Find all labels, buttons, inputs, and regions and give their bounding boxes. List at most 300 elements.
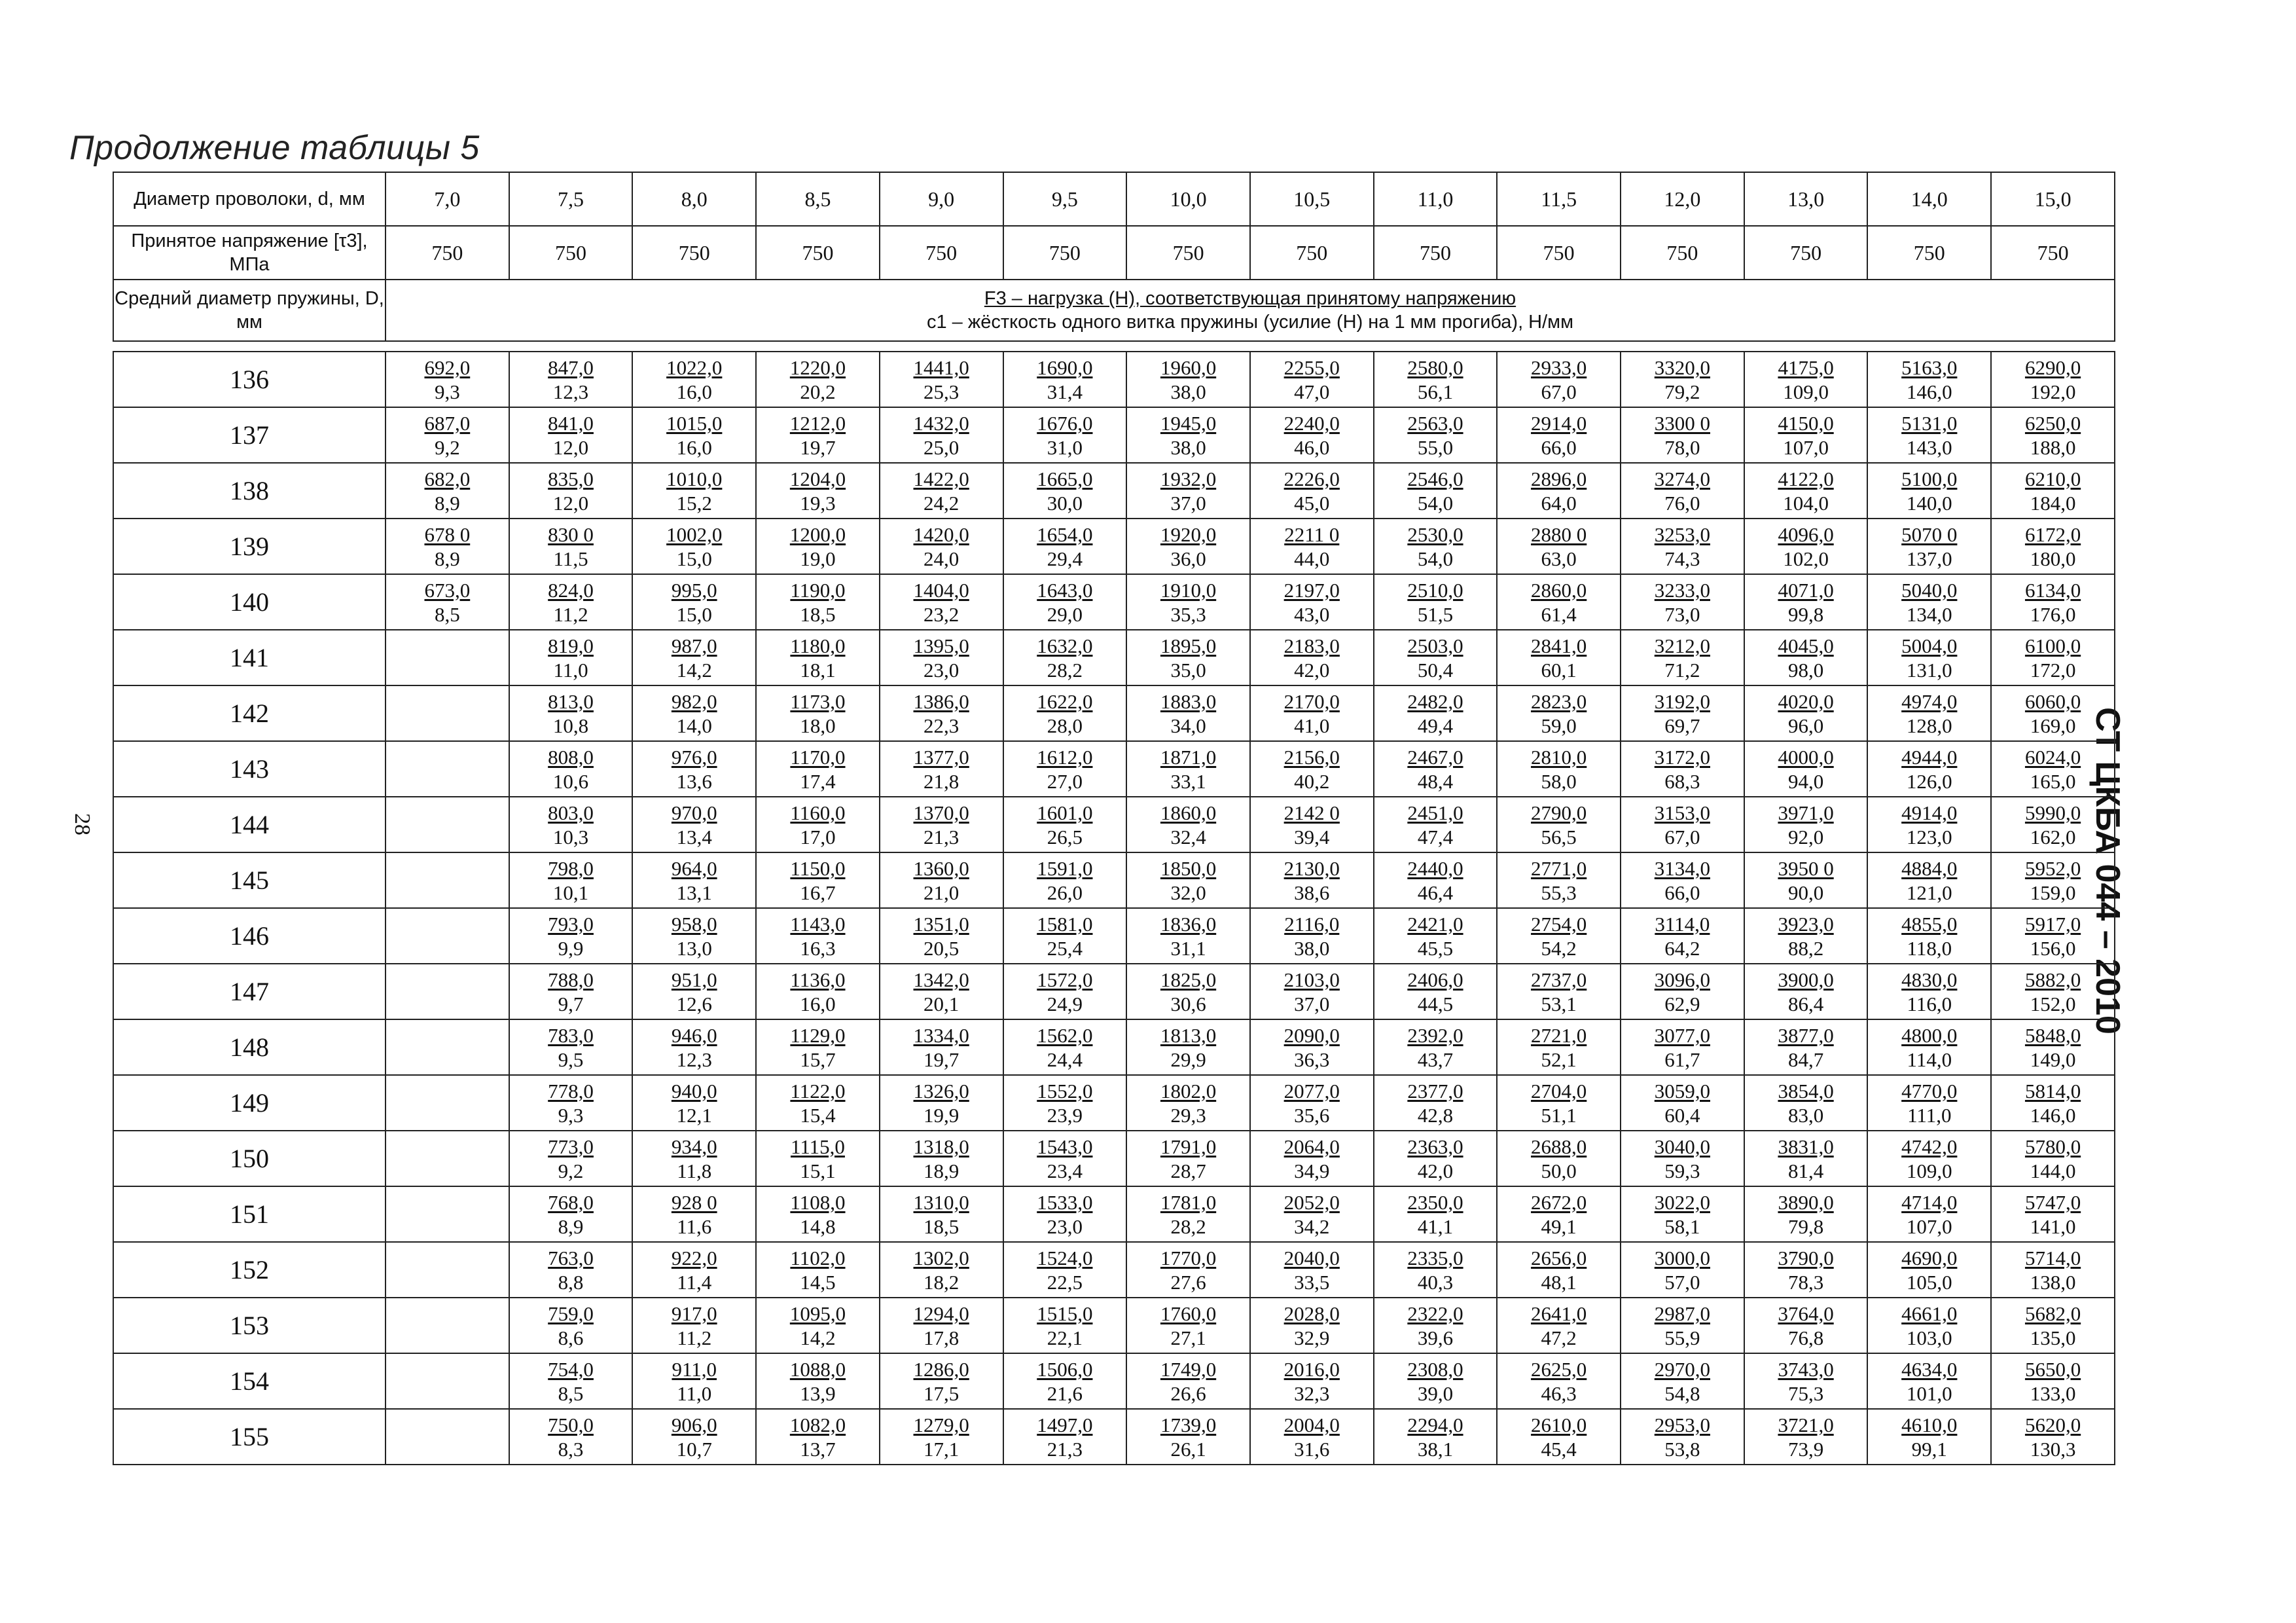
value-cell [1744, 964, 1868, 1019]
stiffness-value: 83,0 [1787, 1103, 1824, 1127]
stiffness-value: 35,0 [1170, 658, 1206, 682]
load-value: 1088,0 [789, 1357, 846, 1381]
value-cell [1003, 1409, 1127, 1465]
stiffness-value: 55,0 [1417, 435, 1454, 459]
load-value: 1591,0 [1037, 856, 1093, 880]
value-cell [1867, 1131, 1991, 1186]
value-cell [756, 574, 880, 630]
load-value: 1422,0 [913, 467, 969, 490]
value-cell [1250, 685, 1374, 741]
load-value: 2197,0 [1283, 578, 1340, 602]
value-cell [880, 908, 1003, 964]
stiffness-value: 49,4 [1417, 714, 1454, 737]
value-cell [1621, 1019, 1744, 1075]
wire-diameter-value: 10,0 [1126, 172, 1250, 226]
load-value: 2040,0 [1283, 1246, 1340, 1269]
stiffness-value: 12,3 [676, 1048, 712, 1071]
value-cell [1126, 352, 1250, 407]
load-value: 4045,0 [1778, 634, 1834, 657]
value-cell [1867, 1298, 1991, 1353]
stress-value: 750 [1003, 226, 1127, 280]
load-value: 964,0 [671, 856, 717, 880]
load-value: 2440,0 [1407, 856, 1463, 880]
value-cell [1497, 964, 1621, 1019]
stiffness-value: 19,0 [800, 547, 836, 570]
load-value: 1932,0 [1160, 467, 1217, 490]
value-cell [1374, 964, 1498, 1019]
load-value: 1749,0 [1160, 1357, 1217, 1381]
value-cell [1744, 1186, 1868, 1242]
value-cell [1621, 574, 1744, 630]
stiffness-value: 25,3 [924, 380, 960, 403]
spring-diameter-value: 140 [113, 574, 386, 630]
load-value: 2240,0 [1283, 411, 1340, 435]
load-value: 759,0 [548, 1302, 594, 1325]
stiffness-value: 9,2 [434, 435, 460, 459]
load-value: 1351,0 [913, 912, 969, 936]
header-gap [113, 341, 2115, 352]
value-cell [756, 1298, 880, 1353]
value-cell [1126, 685, 1250, 741]
value-cell [880, 1019, 1003, 1075]
table-row [113, 1242, 2115, 1298]
stiffness-value: 146,0 [1906, 380, 1952, 403]
load-value: 1334,0 [913, 1023, 969, 1047]
value-cell [1374, 463, 1498, 519]
stress-value: 750 [880, 226, 1003, 280]
value-cell [1621, 519, 1744, 574]
load-value: 1404,0 [913, 578, 969, 602]
load-value: 6100,0 [2024, 634, 2081, 657]
load-value: 2896,0 [1531, 467, 1587, 490]
stiffness-value: 86,4 [1787, 992, 1824, 1015]
load-value: 1441,0 [913, 356, 969, 379]
value-cell [386, 630, 509, 685]
stiffness-value: 9,2 [558, 1159, 584, 1182]
value-cell [1497, 908, 1621, 964]
stiffness-value: 33,1 [1170, 769, 1206, 793]
load-value: 3233,0 [1654, 578, 1710, 602]
stiffness-value: 12,3 [552, 380, 589, 403]
stiffness-value: 133,0 [2030, 1381, 2076, 1405]
spring-diameter-value: 141 [113, 630, 386, 685]
stiffness-value: 40,3 [1417, 1270, 1454, 1294]
stress-value: 750 [1621, 226, 1744, 280]
stiffness-value: 11,2 [677, 1326, 712, 1349]
load-value: 2103,0 [1283, 968, 1340, 991]
load-value: 4770,0 [1901, 1079, 1958, 1103]
spring-diameter-label: Средний диаметр пружины, D, мм [113, 280, 386, 341]
value-cell [756, 964, 880, 1019]
value-cell [880, 797, 1003, 852]
load-value: 5620,0 [2024, 1413, 2081, 1436]
load-value: 5814,0 [2024, 1079, 2081, 1103]
load-value: 3790,0 [1778, 1246, 1834, 1269]
value-cell [1744, 574, 1868, 630]
stiffness-value: 31,6 [1294, 1437, 1330, 1461]
value-cell [1126, 1242, 1250, 1298]
load-value: 1015,0 [666, 411, 723, 435]
value-cell [1991, 352, 2115, 407]
load-value: 3153,0 [1654, 801, 1710, 824]
load-value: 1173,0 [790, 689, 846, 713]
load-value: 2350,0 [1407, 1190, 1463, 1214]
load-value: 3831,0 [1778, 1135, 1834, 1158]
stiffness-value: 48,4 [1417, 769, 1454, 793]
value-cell [1991, 1409, 2115, 1465]
load-value: 841,0 [548, 411, 594, 435]
value-cell [1621, 1131, 1744, 1186]
value-cell [509, 797, 633, 852]
stiffness-value: 22,1 [1047, 1326, 1083, 1349]
value-cell [386, 463, 509, 519]
stiffness-value: 104,0 [1783, 491, 1829, 515]
stiffness-value: 107,0 [1906, 1214, 1952, 1238]
load-value: 5650,0 [2024, 1357, 2081, 1381]
stiffness-value: 29,3 [1170, 1103, 1206, 1127]
load-value: 1002,0 [666, 522, 723, 546]
stress-value: 750 [1991, 226, 2115, 280]
load-value: 1360,0 [913, 856, 969, 880]
load-value: 803,0 [548, 801, 594, 824]
wire-diameter-value: 14,0 [1867, 172, 1991, 226]
value-cell [1126, 630, 1250, 685]
stiffness-value: 15,0 [676, 547, 712, 570]
stiffness-value: 14,2 [800, 1326, 836, 1349]
stiffness-value: 27,0 [1047, 769, 1083, 793]
value-cell [1003, 741, 1127, 797]
load-value: 768,0 [548, 1190, 594, 1214]
load-value: 1654,0 [1037, 522, 1093, 546]
value-cell [1497, 1019, 1621, 1075]
load-value: 1286,0 [913, 1357, 969, 1381]
value-cell [1126, 1186, 1250, 1242]
value-cell [1991, 1186, 2115, 1242]
load-value: 1622,0 [1037, 689, 1093, 713]
load-value: 5131,0 [1901, 411, 1958, 435]
load-value: 754,0 [548, 1357, 594, 1381]
stress-value: 750 [1497, 226, 1621, 280]
value-cell [632, 685, 756, 741]
stiffness-value: 56,1 [1417, 380, 1454, 403]
value-cell [756, 741, 880, 797]
value-cell [632, 463, 756, 519]
load-value: 2077,0 [1283, 1079, 1340, 1103]
stiffness-value: 109,0 [1906, 1159, 1952, 1182]
load-value: 2563,0 [1407, 411, 1463, 435]
load-value: 3890,0 [1778, 1190, 1834, 1214]
stiffness-value: 58,1 [1664, 1214, 1700, 1238]
value-cell [1374, 1075, 1498, 1131]
load-value: 5882,0 [2024, 968, 2081, 991]
value-cell [386, 1075, 509, 1131]
load-value: 1082,0 [789, 1413, 846, 1436]
load-value: 6210,0 [2024, 467, 2081, 490]
table-body [113, 172, 2115, 1465]
load-value: 5780,0 [2024, 1135, 2081, 1158]
value-cell [1003, 1186, 1127, 1242]
stiffness-value: 23,9 [1047, 1103, 1083, 1127]
table-row [113, 1353, 2115, 1409]
stiffness-value: 38,1 [1417, 1437, 1454, 1461]
value-cell [1250, 1075, 1374, 1131]
value-cell [1003, 1353, 1127, 1409]
stiffness-value: 44,0 [1294, 547, 1330, 570]
load-value: 1212,0 [789, 411, 846, 435]
stiffness-value: 46,0 [1294, 435, 1330, 459]
stiffness-value: 11,8 [677, 1159, 712, 1182]
load-value: 5714,0 [2024, 1246, 2081, 1269]
value-cell [1744, 1409, 1868, 1465]
value-cell [386, 741, 509, 797]
value-cell [756, 685, 880, 741]
stiffness-value: 141,0 [2030, 1214, 2076, 1238]
stiffness-value: 22,3 [924, 714, 960, 737]
load-value: 1524,0 [1037, 1246, 1093, 1269]
stiffness-value: 37,0 [1294, 992, 1330, 1015]
stiffness-value: 44,5 [1417, 992, 1454, 1015]
stiffness-value: 16,0 [800, 992, 836, 1015]
value-cell [1126, 797, 1250, 852]
stiffness-value: 13,0 [676, 936, 712, 960]
load-value: 2721,0 [1531, 1023, 1587, 1047]
load-value: 2130,0 [1283, 856, 1340, 880]
stiffness-value: 29,0 [1047, 602, 1083, 626]
value-cell [1126, 519, 1250, 574]
stiffness-value: 102,0 [1783, 547, 1829, 570]
value-cell [632, 519, 756, 574]
value-cell [1126, 1019, 1250, 1075]
spring-diameter-value: 150 [113, 1131, 386, 1186]
value-cell [632, 1019, 756, 1075]
value-cell [756, 1409, 880, 1465]
value-cell [509, 1019, 633, 1075]
value-cell [1374, 1242, 1498, 1298]
value-cell [1374, 407, 1498, 463]
load-value: 2090,0 [1283, 1023, 1340, 1047]
stiffness-value: 17,5 [924, 1381, 960, 1405]
stiffness-value: 105,0 [1906, 1270, 1952, 1294]
value-cell [1374, 1186, 1498, 1242]
value-cell [1744, 1353, 1868, 1409]
wire-diameter-value: 8,5 [756, 172, 880, 226]
value-cell [1003, 463, 1127, 519]
stiffness-value: 45,4 [1541, 1437, 1577, 1461]
load-value: 2510,0 [1407, 578, 1463, 602]
value-cell [1621, 685, 1744, 741]
load-value: 1432,0 [913, 411, 969, 435]
load-value: 1095,0 [789, 1302, 846, 1325]
value-cell [1126, 463, 1250, 519]
stiffness-value: 34,9 [1294, 1159, 1330, 1182]
load-value: 687,0 [424, 411, 471, 435]
value-cell [1744, 407, 1868, 463]
value-cell [1621, 741, 1744, 797]
spring-diameter-value: 138 [113, 463, 386, 519]
value-cell [1250, 519, 1374, 574]
value-cell [1744, 685, 1868, 741]
spring-diameter-value: 155 [113, 1409, 386, 1465]
stiffness-value: 36,0 [1170, 547, 1206, 570]
stiffness-value: 99,1 [1911, 1437, 1947, 1461]
stiffness-value: 23,2 [924, 602, 960, 626]
stiffness-value: 79,2 [1664, 380, 1700, 403]
load-value: 1860,0 [1160, 801, 1217, 824]
stiffness-value: 128,0 [1906, 714, 1952, 737]
load-value: 835,0 [548, 467, 594, 490]
value-cell [1003, 908, 1127, 964]
load-value: 3172,0 [1654, 745, 1710, 769]
load-value: 2987,0 [1654, 1302, 1710, 1325]
stiffness-value: 42,8 [1417, 1103, 1454, 1127]
load-value: 5747,0 [2024, 1190, 2081, 1214]
spring-diameter-value: 152 [113, 1242, 386, 1298]
load-value: 1370,0 [913, 801, 969, 824]
value-cell [1250, 797, 1374, 852]
load-value: 2641,0 [1531, 1302, 1587, 1325]
value-cell [386, 519, 509, 574]
load-value: 3320,0 [1654, 356, 1710, 379]
value-cell [1867, 463, 1991, 519]
load-value: 1143,0 [790, 912, 846, 936]
value-cell [1126, 852, 1250, 908]
load-value: 1318,0 [913, 1135, 969, 1158]
value-cell [632, 908, 756, 964]
load-value: 1129,0 [790, 1023, 846, 1047]
value-cell [756, 352, 880, 407]
stiffness-value: 76,0 [1664, 491, 1700, 515]
stiffness-value: 18,2 [924, 1270, 960, 1294]
value-cell [1126, 574, 1250, 630]
stiffness-value: 172,0 [2030, 658, 2076, 682]
value-cell [1744, 1131, 1868, 1186]
value-cell [1867, 407, 1991, 463]
load-value: 773,0 [548, 1135, 594, 1158]
load-value: 813,0 [548, 689, 594, 713]
value-cell [756, 1242, 880, 1298]
stiffness-value: 66,0 [1664, 881, 1700, 904]
stiffness-value: 35,3 [1170, 602, 1206, 626]
load-value: 1572,0 [1037, 968, 1093, 991]
load-value: 2530,0 [1407, 522, 1463, 546]
value-cell [1867, 685, 1991, 741]
wire-diameter-value: 15,0 [1991, 172, 2115, 226]
stiffness-value: 20,2 [800, 380, 836, 403]
load-value: 1533,0 [1037, 1190, 1093, 1214]
stiffness-value: 51,1 [1541, 1103, 1577, 1127]
stiffness-value: 60,1 [1541, 658, 1577, 682]
stiffness-value: 55,3 [1541, 881, 1577, 904]
stiffness-value: 21,0 [924, 881, 960, 904]
value-cell [1991, 1353, 2115, 1409]
stiffness-value: 123,0 [1906, 825, 1952, 848]
stiffness-value: 149,0 [2030, 1048, 2076, 1071]
value-cell [1497, 1353, 1621, 1409]
stiffness-value: 111,0 [1907, 1103, 1952, 1127]
stiffness-value: 15,4 [800, 1103, 836, 1127]
value-cell [756, 630, 880, 685]
load-value: 2142 0 [1283, 801, 1340, 824]
stiffness-value: 159,0 [2030, 881, 2076, 904]
stiffness-value: 8,8 [558, 1270, 584, 1294]
load-value: 1601,0 [1037, 801, 1093, 824]
stiffness-value: 9,9 [558, 936, 584, 960]
load-value: 2610,0 [1531, 1413, 1587, 1436]
value-cell [1991, 519, 2115, 574]
value-cell [1374, 685, 1498, 741]
stiffness-value: 41,1 [1417, 1214, 1454, 1238]
load-value: 5100,0 [1901, 467, 1958, 490]
load-value: 824,0 [548, 578, 594, 602]
stiffness-value: 54,0 [1417, 491, 1454, 515]
table-row [113, 519, 2115, 574]
load-value: 4855,0 [1901, 912, 1958, 936]
load-value: 2052,0 [1283, 1190, 1340, 1214]
value-cell [1497, 630, 1621, 685]
wire-diameter-value: 12,0 [1621, 172, 1744, 226]
stiffness-value: 35,6 [1294, 1103, 1330, 1127]
stiffness-value: 69,7 [1664, 714, 1700, 737]
stiffness-value: 56,5 [1541, 825, 1577, 848]
value-cell [1250, 574, 1374, 630]
stiffness-value: 131,0 [1906, 658, 1952, 682]
value-cell [1867, 741, 1991, 797]
wire-diameter-value: 7,0 [386, 172, 509, 226]
spring-diameter-value: 146 [113, 908, 386, 964]
stiffness-value: 9,3 [558, 1103, 584, 1127]
value-cell [1497, 352, 1621, 407]
load-value: 4096,0 [1778, 522, 1834, 546]
stiffness-value: 169,0 [2030, 714, 2076, 737]
stiffness-value: 81,4 [1787, 1159, 1824, 1182]
value-cell [386, 1131, 509, 1186]
value-cell [756, 797, 880, 852]
value-cell [1497, 741, 1621, 797]
value-cell [1867, 1075, 1991, 1131]
stiffness-value: 165,0 [2030, 769, 2076, 793]
value-cell [509, 407, 633, 463]
load-value: 2860,0 [1531, 578, 1587, 602]
value-cell [509, 574, 633, 630]
table-row [113, 1298, 2115, 1353]
table-row [113, 463, 2115, 519]
stiffness-value: 116,0 [1907, 992, 1952, 1015]
value-cell [1003, 1242, 1127, 1298]
stiffness-value: 68,3 [1664, 769, 1700, 793]
value-cell [1126, 1409, 1250, 1465]
value-cell [1621, 797, 1744, 852]
stiffness-value: 31,0 [1047, 435, 1083, 459]
load-value: 1676,0 [1037, 411, 1093, 435]
value-cell [632, 797, 756, 852]
stiffness-value: 32,3 [1294, 1381, 1330, 1405]
table-row [113, 1186, 2115, 1242]
value-cell [386, 797, 509, 852]
spring-diameter-value: 153 [113, 1298, 386, 1353]
load-value: 3134,0 [1654, 856, 1710, 880]
stiffness-value: 8,5 [558, 1381, 584, 1405]
stiffness-value: 20,5 [924, 936, 960, 960]
load-value: 1960,0 [1160, 356, 1217, 379]
load-value: 987,0 [671, 634, 717, 657]
legend-row [113, 280, 2115, 341]
load-value: 3212,0 [1654, 634, 1710, 657]
load-value: 2363,0 [1407, 1135, 1463, 1158]
value-cell [509, 1353, 633, 1409]
stiffness-value: 99,8 [1787, 602, 1824, 626]
load-value: 1895,0 [1160, 634, 1217, 657]
stiffness-value: 12,0 [552, 435, 589, 459]
